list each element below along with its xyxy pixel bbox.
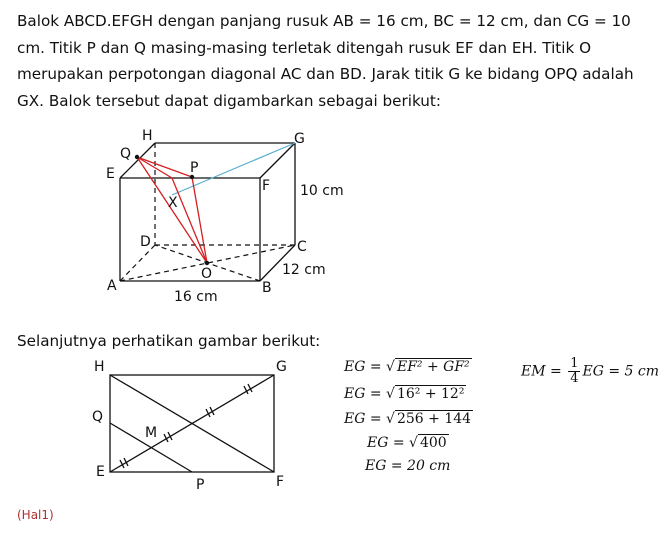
label-g: G — [294, 131, 305, 147]
label-o: O — [201, 266, 213, 282]
label-x: X — [168, 195, 178, 211]
problem-text: Balok ABCD.EFGH dengan panjang rusuk AB = 16 cm, BC = 12 cm, dan CG = 10 cm. Titik P dan Q masing-masing terletak ditengah rusuk EF dan EH. Titik O merupakan perpotongan diagonal AC dan BD. Jarak titik G ke bidang OPQ adalah GX. Balok tersebut dapat digambarkan sebagai berikut: — [17, 12, 634, 110]
label2-f: F — [276, 474, 285, 490]
label-h: H — [142, 128, 153, 144]
eq1-lhs: EG = — [344, 359, 387, 375]
page-footer: (Hal1) — [17, 508, 54, 522]
eq3-lhs: EG = — [344, 411, 387, 427]
line-po — [192, 177, 207, 263]
em-lhs: EM = — [521, 363, 567, 380]
eq2-lhs: EG = — [344, 386, 387, 402]
label2-g: G — [276, 359, 287, 375]
eq5-text: EG = 20 cm — [365, 458, 451, 474]
label-e: E — [106, 166, 115, 182]
equation-em — [521, 357, 659, 386]
equation-3: EG = √ 256 + 144 — [344, 411, 472, 427]
label-q: Q — [120, 146, 132, 162]
label-b: B — [262, 280, 272, 296]
edge-ad-hidden — [120, 245, 155, 281]
label2-q: Q — [92, 409, 104, 425]
eq1-rad: EF² + GF² — [396, 359, 470, 375]
label-c: C — [297, 239, 307, 255]
em-den: 4 — [570, 371, 579, 386]
point-o — [205, 261, 209, 265]
subheading: Selanjutnya perhatikan gambar berikut: — [17, 332, 321, 350]
rectangle-figure — [110, 375, 274, 472]
dim-ab: 16 cm — [174, 289, 218, 305]
label-f: F — [262, 178, 271, 194]
em-rhs: EG = 5 cm — [582, 363, 659, 380]
eq4-rad: 400 — [419, 435, 447, 451]
em-fraction — [568, 357, 580, 386]
equation-4: EG = √ 400 — [367, 435, 447, 451]
label2-p: P — [196, 477, 205, 493]
em-num: 1 — [570, 356, 579, 371]
edge-fg — [260, 143, 295, 178]
point-q — [135, 155, 139, 159]
label-d: D — [140, 234, 151, 250]
line-mid-o — [172, 178, 207, 263]
equation-5 — [365, 458, 450, 474]
dim-bc: 12 cm — [282, 262, 326, 278]
eq2-rad: 16² + 12² — [396, 386, 465, 402]
eq3-rad: 256 + 144 — [396, 411, 472, 427]
dim-cg: 10 cm — [300, 183, 344, 199]
label-a: A — [107, 278, 117, 294]
label2-m: M — [145, 425, 158, 441]
label2-e: E — [96, 464, 105, 480]
label-p: P — [190, 160, 199, 176]
label2-h: H — [94, 359, 105, 375]
eq4-lhs: EG = — [367, 435, 410, 451]
equation-1: EG = √ EF² + GF² — [344, 359, 470, 375]
equation-2: EG = √ 16² + 12² — [344, 386, 465, 402]
